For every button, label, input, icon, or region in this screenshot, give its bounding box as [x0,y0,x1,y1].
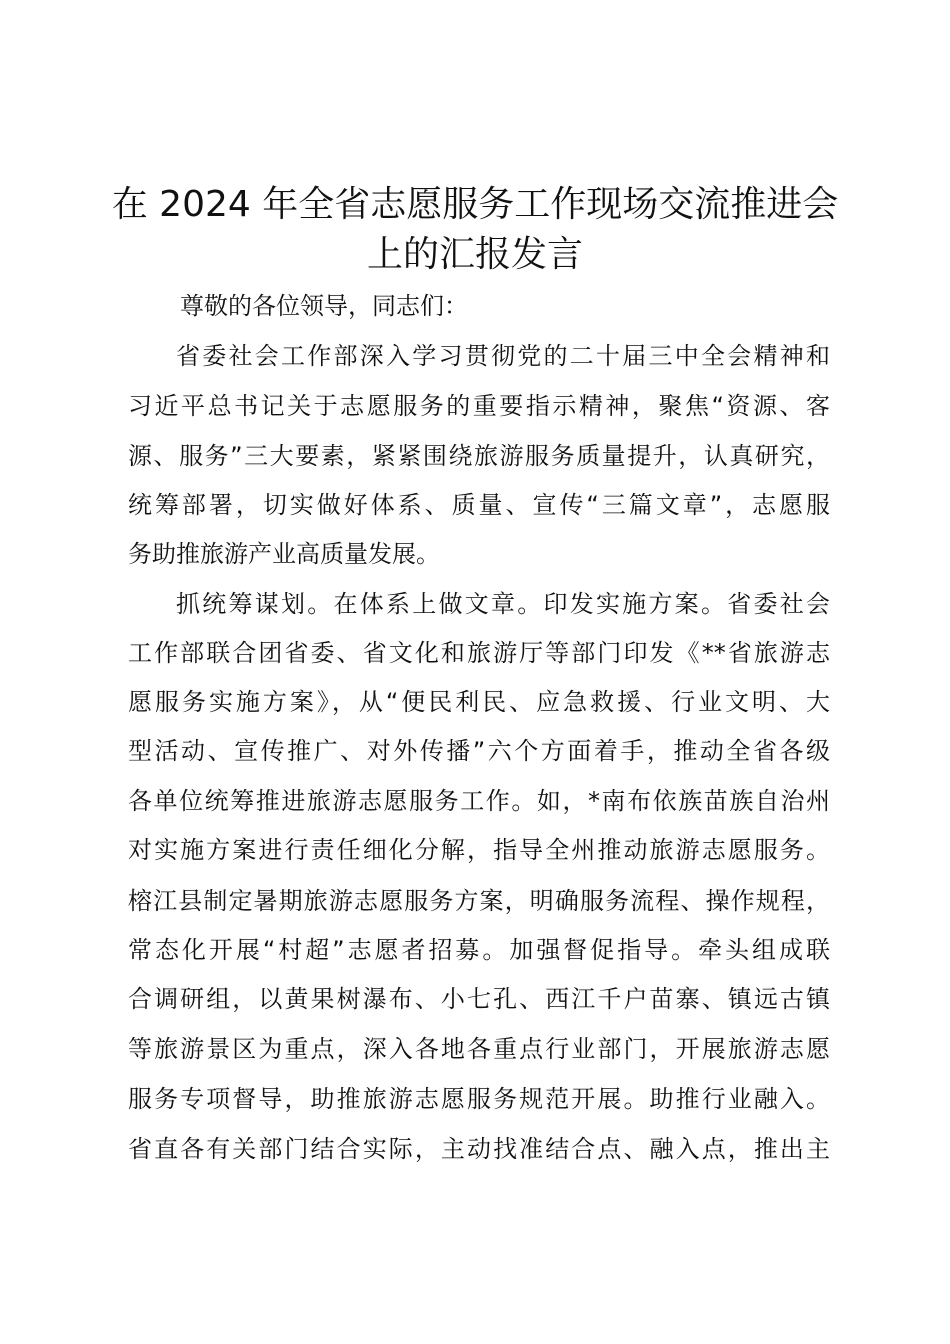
title-line-2: 上的汇报发言 [366,234,583,275]
paragraph-2-line: 抓统筹谋划。在体系上做文章。印发实施方案。省委社会 [176,590,830,618]
title-line-1: 在 2024 年全省志愿服务工作现场交流推进会 [111,184,839,225]
paragraph-2-line: 服务专项督导，助推旅游志愿服务规范开展。助推行业融入。 [128,1085,830,1113]
paragraph-1-line: 务助推旅游产业高质量发展。 [128,540,440,568]
paragraph-1-line: 统筹部署，切实做好体系、质量、宣传“三篇文章”，志愿服 [128,491,830,519]
paragraph-2-line: 各单位统筹推进旅游志愿服务工作。如，*南布依族苗族自治州 [128,787,830,815]
paragraph-2-line: 工作部联合团省委、省文化和旅游厅等部门印发《**省旅游志 [128,639,830,667]
greeting: 尊敬的各位领导，同志们： [180,292,468,320]
paragraph-2-line: 对实施方案进行责任细化分解，指导全州推动旅游志愿服务。 [128,836,830,864]
paragraph-2-line: 型活动、宣传推广、对外传播”六个方面着手，推动全省各级 [128,737,830,765]
paragraph-1-line: 省委社会工作部深入学习贯彻党的二十届三中全会精神和 [176,342,830,370]
paragraph-2-line: 愿服务实施方案》，从“便民利民、应急救援、行业文明、大 [128,688,830,716]
paragraph-2-line: 常态化开展“村超”志愿者招募。加强督促指导。牵头组成联 [128,936,830,964]
document-title [110,180,840,280]
paragraph-2-line: 合调研组，以黄果树瀑布、小七孔、西江千户苗寨、镇远古镇 [128,985,830,1013]
paragraph-2-line: 等旅游景区为重点，深入各地各重点行业部门，开展旅游志愿 [128,1035,830,1063]
paragraph-2-line: 榕江县制定暑期旅游志愿服务方案，明确服务流程、操作规程， [128,887,830,915]
paragraph-1-line: 习近平总书记关于志愿服务的重要指示精神，聚焦“资源、客 [128,392,830,420]
paragraph-2-line: 省直各有关部门结合实际，主动找准结合点、融入点，推出主 [128,1135,830,1163]
paragraph-1-line: 源、服务”三大要素，紧紧围绕旅游服务质量提升，认真研究， [128,442,830,470]
